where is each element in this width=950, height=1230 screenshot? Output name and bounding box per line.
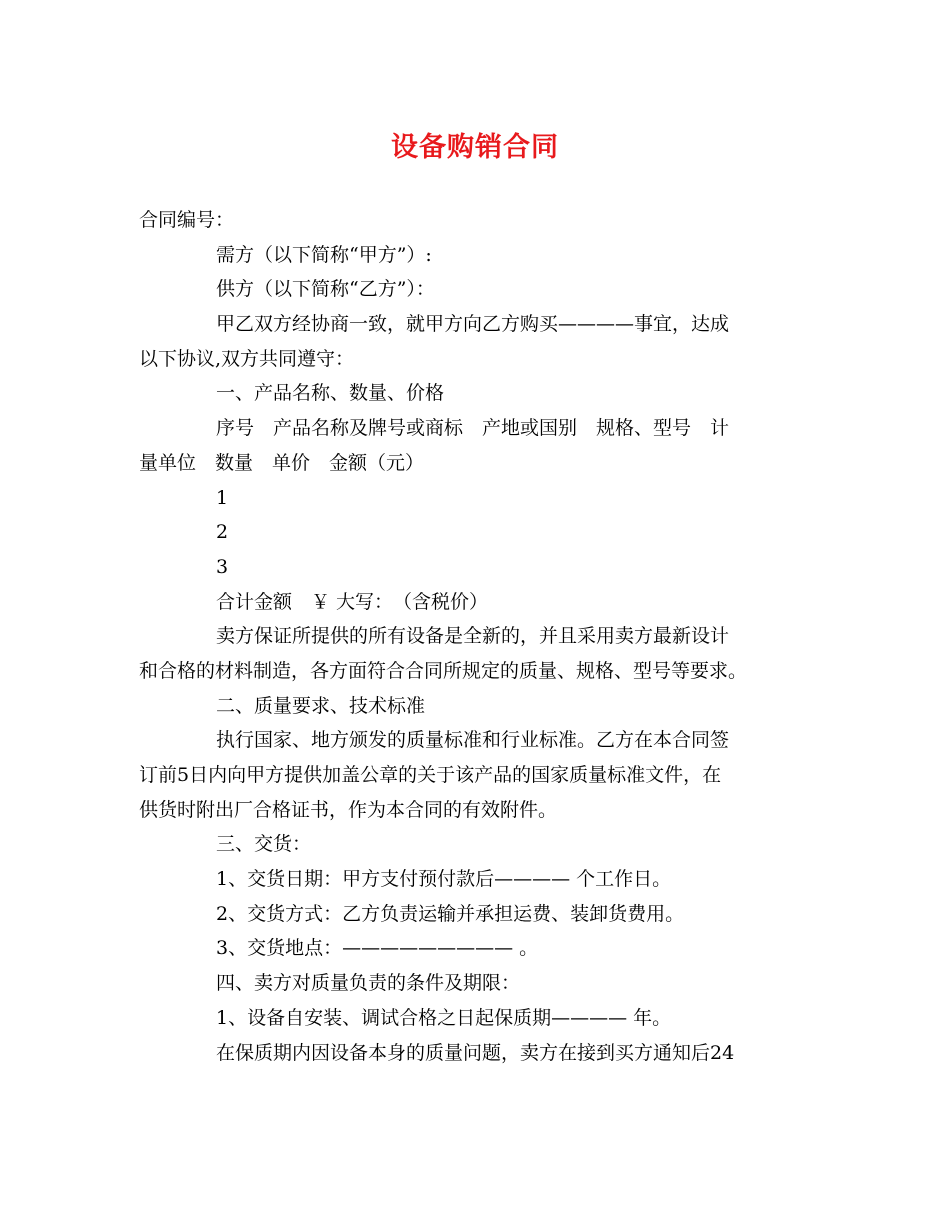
document-line: 供方（以下简称“乙方”）： (216, 278, 435, 301)
document-line: 1 (216, 486, 229, 509)
document-line: 三、交货： (216, 833, 312, 856)
document-line: 在保质期内因设备本身的质量问题，卖方在接到买方通知后24 (216, 1041, 735, 1064)
document-line: 甲乙双方经协商一致，就甲方向乙方购买————事宜，达成 (216, 313, 730, 336)
document-line: 四、卖方对质量负责的条件及期限： (216, 972, 521, 995)
document-line: 量单位 数量 单价 金额（元） (139, 451, 425, 474)
document-line: 和合格的材料制造，各方面符合合同所规定的质量、规格、型号等要求。 (139, 659, 748, 682)
document-line: 卖方保证所提供的所有设备是全新的，并且采用卖方最新设计 (216, 625, 730, 648)
document-line: 执行国家、地方颁发的质量标准和行业标准。乙方在本合同签 (216, 729, 730, 752)
document-line: 序号 产品名称及牌号或商标 产地或国别 规格、型号 计 (216, 417, 730, 440)
document-line: 一、产品名称、数量、价格 (216, 382, 445, 405)
document-line: 3、交货地点：————————— 。 (216, 937, 539, 960)
document-line: 合计金额 ￥ 大写： （含税价） (216, 590, 489, 613)
document-line: 2、交货方式：乙方负责运输并承担运费、装卸货费用。 (216, 902, 685, 925)
document-line: 订前5日内向甲方提供加盖公章的关于该产品的国家质量标准文件，在 (139, 764, 722, 786)
document-line: 2 (216, 521, 229, 544)
document-line: 1、设备自安装、调试合格之日起保质期———— 年。 (216, 1006, 672, 1029)
document-line: 3 (216, 555, 229, 578)
document-line: 二、质量要求、技术标准 (216, 694, 426, 717)
document-line: 1、交货日期：甲方支付预付款后———— 个工作日。 (216, 868, 672, 891)
document-line: 以下协议,双方共同遵守： (139, 347, 355, 370)
document-line: 合同编号： (139, 209, 235, 231)
document-body (139, 203, 819, 1070)
document-title: 设备购销合同 (391, 132, 559, 163)
document-line: 供货时附出厂合格证书，作为本合同的有效附件。 (139, 798, 558, 821)
document-line: 需方（以下简称“甲方”）: (216, 243, 432, 266)
